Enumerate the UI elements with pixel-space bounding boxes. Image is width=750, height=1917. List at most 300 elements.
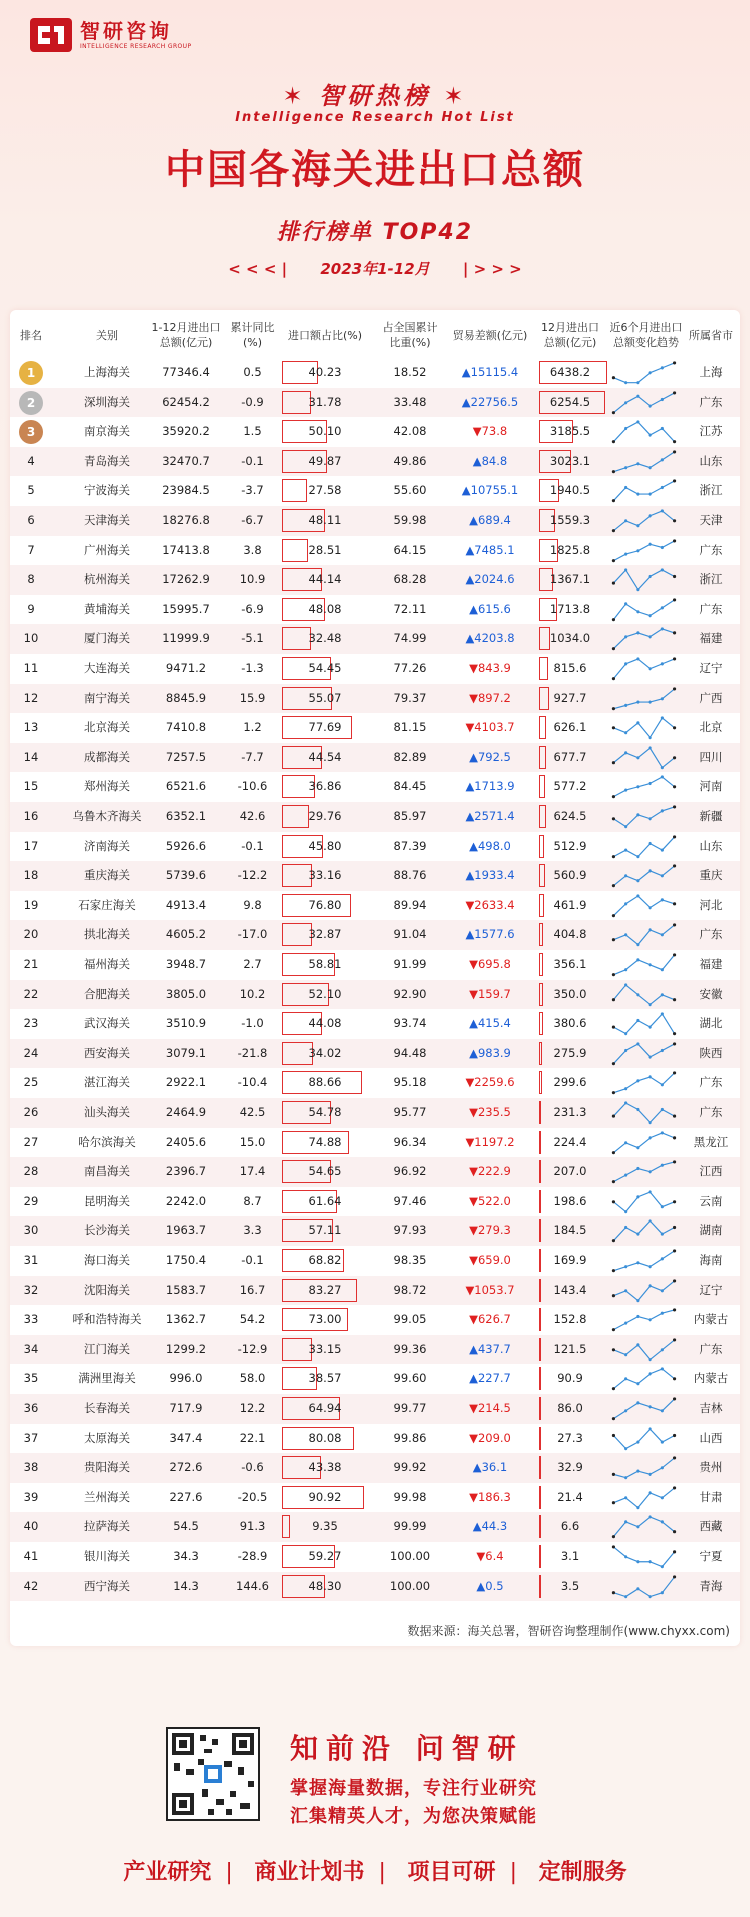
col-import-share: 进口额占比(%) [287,328,363,342]
trend-sparkline [608,565,680,595]
import-share-value: 40.23 [308,365,342,379]
trend-point [649,782,652,785]
table-row [10,772,740,802]
table-row [10,743,740,773]
trend-point [661,366,664,369]
table-row [10,891,740,921]
table-row [10,1335,740,1365]
customs-name: 西宁海关 [84,1578,130,1593]
province-value: 浙江 [699,572,723,587]
trend-point [624,1101,627,1104]
trend-point [624,552,627,555]
trend-point [636,1146,639,1149]
dec-total-value: 577.2 [553,779,587,794]
balance-value: ▲10755.1 [461,483,519,498]
trend-point [649,1265,652,1268]
trend-point [624,1088,627,1091]
trend-point [624,1353,627,1356]
trend-line [613,955,674,975]
rank-number: 31 [23,1253,39,1267]
province-value: 福建 [699,957,723,971]
cum-share-value: 89.94 [393,897,427,912]
balance-value: ▲0.5 [476,1578,504,1593]
next-arrows: | > > > [462,260,522,278]
trend-point [612,1062,615,1065]
rank-number: 5 [27,483,35,498]
total-value: 6352.1 [165,809,207,823]
total-value: 14.3 [173,1578,199,1593]
customs-name: 西安海关 [84,1045,130,1060]
trend-point [661,1013,664,1016]
trend-point [636,1299,639,1302]
trend-point [636,657,639,660]
total-value: 5739.6 [165,868,207,883]
import-share-value: 58.81 [308,957,342,971]
qr-code-icon [168,1729,258,1819]
table-row [10,1364,740,1394]
yoy-value: -10.4 [237,1075,268,1090]
dec-total-value: 21.4 [557,1489,583,1504]
brand-name: 智研咨询 [80,18,172,43]
trend-point [612,559,615,562]
trend-point [624,1174,627,1177]
trend-sparkline [608,713,680,743]
trend-point [649,1026,652,1029]
customs-name: 贵阳海关 [84,1460,130,1475]
cum-share-value: 64.15 [393,542,427,557]
province-value: 广东 [699,1105,723,1119]
rank-number: 26 [23,1105,39,1119]
cum-share-value: 91.04 [393,927,427,942]
trend-point [649,1318,652,1321]
hot-list-label: ✶ 智研热榜 ✶ [282,82,468,110]
table-row [10,536,740,566]
province-value: 云南 [699,1193,723,1208]
balance-value: ▼73.8 [472,424,508,439]
yoy-value: -6.9 [241,601,264,616]
total-value: 2396.7 [165,1164,207,1179]
dec-total-value: 1034.0 [549,631,591,646]
rank-number: 38 [23,1460,39,1475]
yoy-value: -0.9 [241,394,264,409]
customs-name: 南京海关 [84,424,130,439]
dec-total-value: 3023.1 [549,453,591,468]
cum-share-value: 99.99 [393,1519,427,1534]
total-value: 32470.7 [162,453,210,468]
trend-point [624,466,627,469]
dec-total-value: 3.1 [560,1549,580,1563]
trend-point [624,486,627,489]
rank-number: 34 [23,1341,39,1356]
trend-point [624,427,627,430]
rank-number: 8 [27,572,35,587]
customs-name: 青岛海关 [84,453,130,468]
table-row [10,1187,740,1217]
table-row [10,980,740,1010]
trend-point [661,968,664,971]
trend-point [673,391,676,394]
trend-point [649,614,652,617]
dec-total-value: 677.7 [553,749,587,764]
balance-value: ▼4103.7 [465,720,515,735]
yoy-value: 16.7 [239,1282,266,1297]
dec-total-value: 3.5 [560,1578,580,1593]
trend-point [673,598,676,601]
trend-line [613,925,674,945]
customs-name: 厦门海关 [84,631,130,646]
trend-line [613,422,674,442]
import-share-value: 83.27 [308,1282,342,1297]
trend-point [661,1565,664,1568]
trend-point [624,1447,627,1450]
trend-line [613,1517,674,1537]
balance-value: ▼186.3 [469,1489,511,1504]
trend-point [673,1397,676,1400]
trend-point [661,1289,664,1292]
table-header [10,315,740,355]
trend-point [624,848,627,851]
trend-point [673,1161,676,1164]
trend-point [673,657,676,660]
cum-share-value: 99.86 [393,1430,427,1445]
customs-name: 郑州海关 [84,779,130,794]
trend-point [673,1338,676,1341]
balance-value: ▲498.0 [469,838,511,853]
province-value: 上海 [699,365,723,379]
balance-value: ▲36.1 [472,1460,508,1475]
slogan-line-2: 汇集精英人才，为您决策赋能 [290,1806,537,1827]
trend-sparkline [608,950,680,980]
trend-sparkline [608,1542,680,1572]
table-row [10,1128,740,1158]
balance-value: ▲84.8 [472,453,508,468]
rank-number: 24 [23,1045,39,1060]
dec-total-value: 927.7 [553,690,587,705]
trend-point [612,914,615,917]
trend-sparkline [608,1335,680,1365]
trend-point [661,1233,664,1236]
total-value: 4913.4 [165,897,207,912]
trend-point [673,539,676,542]
cum-share-value: 85.97 [393,809,427,823]
table-row [10,920,740,950]
table-row [10,1216,740,1246]
trend-line [613,363,674,383]
yoy-value: 54.2 [239,1312,266,1327]
rank-number: 27 [23,1134,39,1149]
trend-point [649,1427,652,1430]
trend-point [612,1294,615,1297]
trend-point [649,1076,652,1079]
table-row [10,1512,740,1542]
import-share-value: 43.38 [308,1460,342,1475]
import-share-value: 49.87 [308,453,342,468]
yoy-value: 1.2 [243,720,262,735]
province-value: 江苏 [699,424,723,439]
total-value: 1299.2 [165,1341,207,1356]
customs-name: 大连海关 [84,661,130,675]
total-value: 3805.0 [165,986,207,1001]
cum-share-value: 96.92 [393,1164,427,1179]
balance-value: ▼897.2 [469,690,511,705]
yoy-value: 10.9 [239,572,266,587]
yoy-value: 15.0 [239,1134,266,1149]
total-value: 7410.8 [165,720,207,735]
dec-total-value: 207.0 [553,1164,587,1179]
total-value: 717.9 [169,1401,203,1415]
trend-sparkline [608,891,680,921]
total-value: 2405.6 [165,1134,207,1149]
customs-name: 哈尔滨海关 [78,1134,136,1149]
customs-name: 湛江海关 [84,1075,130,1090]
customs-name: 满洲里海关 [78,1371,136,1386]
trend-point [649,1516,652,1519]
trend-point [673,1279,676,1282]
province-value: 内蒙古 [693,1371,729,1386]
trend-point [636,786,639,789]
cum-share-value: 99.92 [393,1460,427,1475]
trend-point [661,1205,664,1208]
cum-share-value: 100.00 [389,1578,431,1593]
col-rank: 排名 [20,328,42,342]
customs-name: 汕头海关 [84,1105,130,1119]
trend-line [613,1340,674,1360]
dec-total-value: 1713.8 [549,601,591,616]
trend-point [624,519,627,522]
trend-point [624,983,627,986]
import-share-value: 77.69 [308,720,342,735]
trend-line [613,1310,674,1330]
total-value: 8845.9 [165,690,207,705]
balance-value: ▼6.4 [476,1549,504,1563]
total-value: 23984.5 [162,483,210,498]
trend-point [661,1312,664,1315]
dec-total-value: 512.9 [553,838,587,853]
total-value: 7257.5 [165,749,207,764]
trend-point [661,1164,664,1167]
trend-line [613,629,674,649]
brand-name-en: INTELLIGENCE RESEARCH GROUP [80,42,192,50]
cum-share-value: 95.77 [393,1105,427,1119]
balance-value: ▲615.6 [469,601,511,616]
balance-value: ▼1053.7 [465,1282,515,1297]
province-value: 宁夏 [699,1549,723,1563]
dec-total-value: 3185.5 [549,424,591,439]
trend-point [649,1284,652,1287]
trend-point [649,869,652,872]
balance-value: ▼2259.6 [465,1075,515,1090]
customs-name: 黄埔海关 [84,601,130,616]
customs-name: 深圳海关 [84,394,130,409]
trend-line [613,807,674,827]
trend-sparkline [608,1305,680,1335]
import-share-value: 36.86 [308,779,342,794]
trend-point [612,761,615,764]
service-industry: 产业研究 [123,1860,212,1885]
trend-point [649,1373,652,1376]
trend-point [636,610,639,613]
trend-point [649,1560,652,1563]
col-trend: 近6个月进出口 总额变化趋势 [609,321,683,349]
cum-share-value: 99.05 [393,1312,427,1327]
trend-point [649,493,652,496]
col-yoy: 累计同比 (%) [230,321,275,349]
trend-point [636,958,639,961]
service-business-plan: 商业计划书 [254,1860,365,1885]
trend-line [613,718,674,738]
page-subtitle: 排行榜单 TOP42 [276,220,474,245]
yoy-value: 2.7 [243,957,262,971]
balance-value: ▼222.9 [469,1164,511,1179]
trend-point [649,1170,652,1173]
dec-total-value: 404.8 [553,927,587,942]
trend-point [673,519,676,522]
trend-sparkline [608,476,680,506]
customs-name: 重庆海关 [84,868,130,883]
total-value: 9471.2 [165,661,207,675]
trend-point [636,1167,639,1170]
trend-point [612,973,615,976]
table-row [10,417,740,447]
dec-total-value: 6438.2 [549,365,591,379]
trend-point [673,805,676,808]
cum-share-value: 79.37 [393,690,427,705]
province-value: 河北 [699,897,723,912]
trend-sparkline [608,536,680,566]
table-row [10,1394,740,1424]
balance-value: ▲227.7 [469,1371,511,1386]
total-value: 3510.9 [165,1016,207,1031]
trend-point [636,993,639,996]
trend-point [661,1257,664,1260]
import-share-value: 28.51 [308,542,342,557]
table-row [10,684,740,714]
customs-name: 南宁海关 [84,690,130,705]
province-value: 陕西 [699,1045,723,1060]
trend-line [613,1044,674,1064]
cum-share-value: 72.11 [393,601,427,616]
dec-total-value: 184.5 [553,1223,587,1238]
trend-point [649,746,652,749]
province-value: 福建 [699,631,723,646]
trend-point [636,632,639,635]
import-share-value: 64.94 [308,1401,342,1415]
trend-point [649,817,652,820]
cum-share-value: 18.52 [393,365,427,379]
dec-total-value: 32.9 [557,1460,583,1475]
balance-value: ▼159.7 [469,986,511,1001]
import-share-value: 61.64 [308,1193,342,1208]
cum-share-value: 74.99 [393,631,427,646]
trend-point [624,1555,627,1558]
trend-point [624,934,627,937]
customs-name: 沈阳海关 [84,1282,130,1297]
trend-line [613,659,674,679]
total-value: 54.5 [173,1519,199,1534]
import-share-value: 54.65 [308,1164,342,1179]
yoy-value: -1.3 [241,661,264,675]
total-value: 347.4 [169,1430,203,1445]
rank-number: 9 [27,601,35,616]
trend-point [673,440,676,443]
rank-medal-icon: 3 [19,420,43,444]
dec-total-value: 626.1 [553,720,587,735]
table-row [10,1157,740,1187]
balance-value: ▲689.4 [469,513,511,527]
balance-value: ▲44.3 [472,1519,508,1534]
star-icon: ✶ [443,82,468,110]
trend-point [649,842,652,845]
dec-total-value: 1825.8 [549,542,591,557]
total-value: 5926.6 [165,838,207,853]
cum-share-value: 97.46 [393,1193,427,1208]
trend-sparkline [608,1572,680,1602]
cum-share-value: 82.89 [393,749,427,764]
trend-point [612,1200,615,1203]
import-share-value: 48.08 [308,601,342,616]
trend-point [661,717,664,720]
total-value: 3079.1 [165,1045,207,1060]
cum-share-value: 99.60 [393,1371,427,1386]
trend-point [649,1121,652,1124]
trend-point [673,953,676,956]
province-value: 吉林 [699,1401,723,1415]
table-row [10,1039,740,1069]
trend-point [661,1440,664,1443]
trend-point [673,1200,676,1203]
trend-point [673,902,676,905]
trend-line [613,837,674,857]
customs-name: 呼和浩特海关 [72,1312,142,1327]
total-value: 227.6 [169,1489,203,1504]
trend-point [624,1226,627,1229]
trend-point [612,1180,615,1183]
trend-point [636,524,639,527]
cum-share-value: 99.98 [393,1489,427,1504]
trend-point [673,575,676,578]
import-share-value: 88.66 [308,1075,342,1090]
province-value: 北京 [699,720,723,735]
customs-name: 石家庄海关 [78,897,136,912]
total-value: 2242.0 [165,1193,207,1208]
trend-point [649,542,652,545]
trend-point [612,726,615,729]
trend-point [636,1560,639,1563]
province-value: 海南 [699,1253,723,1267]
province-value: 广东 [699,601,723,616]
customs-name: 拱北海关 [84,927,130,942]
trend-point [624,874,627,877]
customs-name: 济南海关 [84,838,130,853]
trend-point [661,809,664,812]
trend-point [673,865,676,868]
province-value: 广东 [699,542,723,557]
trend-point [636,943,639,946]
province-value: 黑龙江 [693,1134,729,1149]
trend-line [613,600,674,620]
import-share-value: 45.80 [308,838,342,853]
trend-point [661,1496,664,1499]
yoy-value: -0.1 [241,453,264,468]
trend-point [673,1434,676,1437]
cum-share-value: 88.76 [393,868,427,883]
province-value: 江西 [699,1164,723,1179]
prev-arrows: < < < | [228,260,288,278]
customs-name: 合肥海关 [84,986,130,1001]
province-value: 四川 [699,749,723,764]
trend-point [624,789,627,792]
province-value: 天津 [699,513,723,527]
